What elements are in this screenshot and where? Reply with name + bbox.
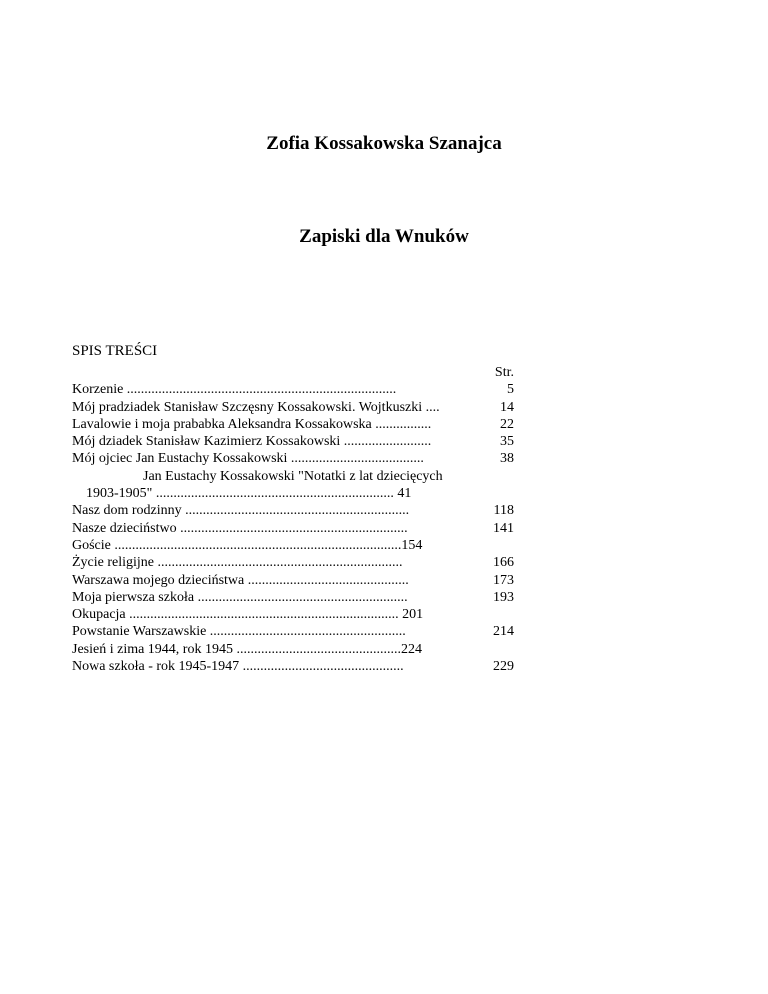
toc-heading: SPIS TREŚCI	[72, 343, 158, 359]
toc-entry-title: Jesień i zima 1944, rok 1945 ...............................................224	[72, 641, 422, 657]
toc-entry-title: Mój pradziadek Stanisław Szczęsny Kossakowski. Wojtkuszki ....	[72, 399, 440, 415]
toc-entry-title: Nowa szkoła - rok 1945-1947 ..............................................	[72, 659, 404, 675]
toc-entry-page: 214	[493, 624, 514, 640]
page-column-label: Str.	[494, 365, 514, 380]
toc-entry	[72, 537, 514, 554]
author-name: Zofia Kossakowska Szanajca	[266, 133, 502, 154]
toc-entry	[72, 658, 514, 675]
toc-entry	[72, 416, 514, 433]
toc-entry	[72, 520, 514, 537]
toc-entry	[72, 502, 514, 519]
toc-entry-page: 166	[493, 555, 514, 571]
toc-entry-title: Powstanie Warszawskie ........................................................	[72, 624, 406, 640]
toc-entry	[72, 485, 514, 502]
toc-entry-page: 35	[500, 434, 514, 450]
toc-entry	[72, 589, 514, 606]
toc-entry-title: Goście ..................................................................................154	[72, 537, 423, 553]
table-of-contents	[72, 364, 514, 675]
toc-entry-title: Mój dziadek Stanisław Kazimierz Kossakowski .........................	[72, 434, 432, 450]
toc-entry-page: 229	[493, 659, 514, 675]
toc-entry	[72, 433, 514, 450]
toc-entry-page: 193	[493, 589, 514, 605]
toc-entry-title: Okupacja ............................................................................. 201	[72, 607, 424, 623]
toc-entry-title: Jan Eustachy Kossakowski "Notatki z lat dziecięcych	[143, 468, 443, 484]
toc-entry	[72, 572, 514, 589]
toc-entry-title: Moja pierwsza szkoła ............................................................	[72, 589, 408, 605]
toc-entry-title: Życie religijne ......................................................................	[72, 555, 403, 571]
toc-entry-page: 5	[507, 382, 514, 398]
toc-entry-title: 1903-1905" .................................................................... 41	[86, 486, 412, 502]
toc-entry-title: Nasz dom rodzinny ................................................................	[72, 503, 410, 519]
toc-entry	[72, 623, 514, 640]
toc-entry-page: 118	[493, 503, 514, 519]
toc-entry	[72, 606, 514, 623]
book-title: Zapiski dla Wnuków	[299, 226, 469, 247]
toc-entry	[72, 399, 514, 416]
toc-entry-page: 14	[500, 399, 514, 415]
toc-entry-title: Lavalowie i moja prababka Aleksandra Kossakowska ................	[72, 416, 432, 432]
toc-entry-page: 38	[500, 451, 514, 467]
toc-entry-title: Korzenie .............................................................................	[72, 382, 397, 398]
toc-entry-title: Nasze dzieciństwo .................................................................	[72, 520, 408, 536]
toc-entry	[72, 641, 514, 658]
toc-entry-title: Warszawa mojego dzieciństwa ..............................................	[72, 572, 409, 588]
toc-entry-page: 22	[500, 416, 514, 432]
toc-entry	[72, 450, 514, 467]
toc-entry	[72, 381, 514, 398]
toc-entry-page: 141	[493, 520, 514, 536]
toc-entry	[72, 554, 514, 571]
toc-entry-page: 173	[493, 572, 514, 588]
toc-entry-title: Mój ojciec Jan Eustachy Kossakowski ......................................	[72, 451, 424, 467]
toc-entry	[72, 468, 514, 485]
